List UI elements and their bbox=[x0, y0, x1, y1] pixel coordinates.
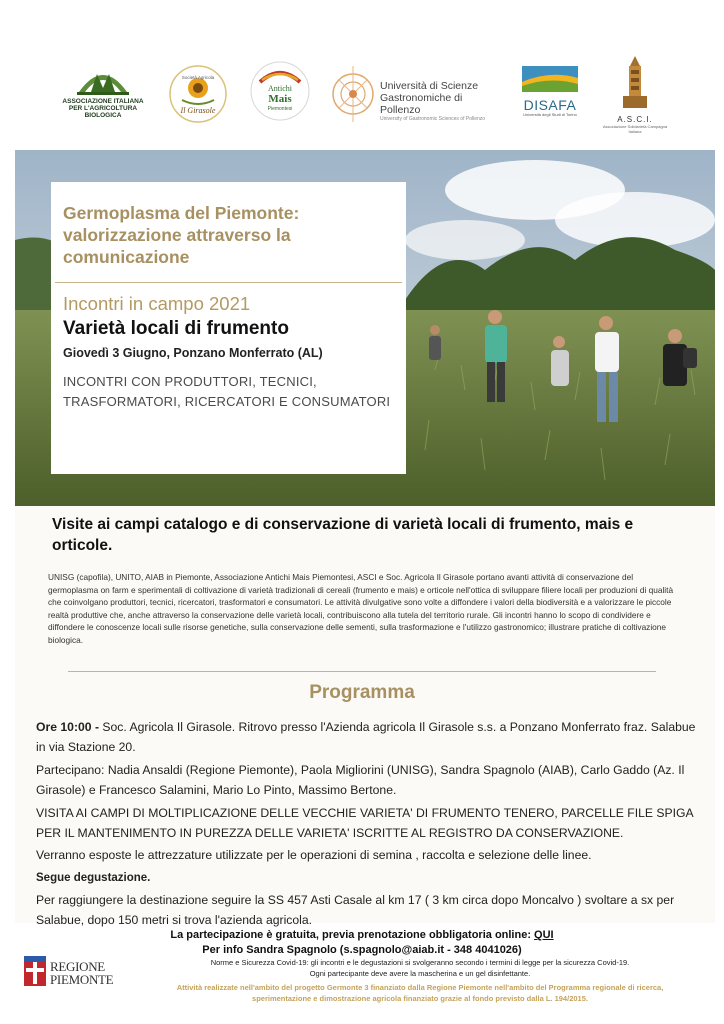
svg-text:Mais: Mais bbox=[268, 93, 292, 105]
regione-piemonte-logo bbox=[24, 956, 124, 990]
funding-line-1: Attività realizzate nell'ambito del progetto Germonte 3 finanziato dalla Regione Piemonte nell'ambito del Programma regionale di ricerca, bbox=[176, 983, 664, 992]
contact-info: Per info Sandra Spagnolo (s.spagnolo@aiab.it - 348 4041026) bbox=[202, 944, 522, 956]
funding-notice bbox=[120, 983, 720, 1004]
disafa-name: DISAFA bbox=[523, 97, 577, 113]
schedule-time: Ore 10:00 - bbox=[36, 720, 100, 734]
aiab-emblem-icon bbox=[75, 62, 131, 96]
participation-line bbox=[0, 928, 724, 943]
svg-text:Il Girasole: Il Girasole bbox=[180, 106, 216, 115]
covid-line-2: Ogni partecipante deve avere la mascherina e un gel disinfettante. bbox=[309, 968, 531, 978]
disafa-fields-icon bbox=[522, 66, 578, 92]
directions-paragraph: Per raggiungere la destinazione seguire la SS 457 Asti Casale al km 17 ( 3 km circa dopo Moncalvo ) svoltare a sx per Salabue, dopo 150 metri si trova l'azienda agricola. bbox=[36, 893, 675, 927]
title-divider bbox=[55, 282, 402, 283]
program-schedule bbox=[36, 717, 702, 757]
programma-heading: Programma bbox=[309, 682, 415, 703]
svg-text:Antichi: Antichi bbox=[268, 84, 292, 93]
visit-description: VISITA AI CAMPI DI MOLTIPLICAZIONE DELLE VECCHIE VARIETA' DI FRUMENTO TENERO, PARCELLE FILE SPIGA PER IL MANTENIMENTO IN PUREZZA DELLE VARIETA' ISCRITTE AL REGISTRO DA CONSERVAZIONE. bbox=[36, 806, 693, 840]
asci-name: A.S.C.I. bbox=[617, 115, 653, 124]
unisg-name-line2: Gastronomiche di Pollenzo bbox=[380, 92, 463, 116]
project-title: Germoplasma del Piemonte: valorizzazione attraverso la comunicazione bbox=[63, 203, 300, 267]
covid-notice bbox=[120, 958, 720, 979]
unisg-subtitle: University of Gastronomic Sciences of Pollenzo bbox=[380, 116, 486, 122]
registration-info bbox=[0, 928, 724, 958]
disafa-subtitle: Università degli Studi di Torino bbox=[523, 112, 577, 117]
event-audience: INCONTRI CON PRODUTTORI, TECNICI, TRASFORMATORI, RICERCATORI E CONSUMATORI bbox=[63, 374, 391, 409]
aiab-caption: ASSOCIAZIONE ITALIANA PER L'AGRICOLTURA BIOLOGICA bbox=[62, 98, 144, 119]
unisg-name bbox=[380, 80, 490, 122]
registration-link[interactable]: QUI bbox=[534, 929, 554, 941]
partner-logos-bar bbox=[0, 50, 724, 140]
asci-tower-icon bbox=[618, 54, 652, 110]
funding-line-2: sperimentazione e dimostrazione agricola finanziato grazie al fondo previsto dalla L. 194/2015. bbox=[252, 993, 588, 1003]
participants-paragraph: Partecipano: Nadia Ansaldi (Regione Piemonte), Paola Migliorini (UNISG), Sandra Spagnolo (AIAB), Carlo Gaddo (Az. Il Girasole) e Francesco Salamini, Mario Lo Pinto, Massimo Bertone. bbox=[36, 763, 685, 797]
girasole-logo bbox=[168, 64, 228, 129]
antichi-mais-logo bbox=[250, 60, 310, 127]
disafa-logo bbox=[520, 66, 580, 117]
equipment-note: Verranno esposte le attrezzature utilizzate per le operazioni di semina , raccolta e selezione delle linee. bbox=[36, 848, 592, 862]
visit-headline: Visite ai campi catalogo e di conservazione di varietà locali di frumento, mais e orticole. bbox=[52, 516, 634, 554]
asci-logo bbox=[600, 54, 670, 134]
regione-shield-icon bbox=[24, 956, 46, 986]
schedule-text: Soc. Agricola Il Girasole. Ritrovo presso l'Azienda agricola Il Girasole s.s. a Ponzano Monferrato fraz. Salabue in via Stazione 20. bbox=[36, 720, 696, 754]
series-name: Incontri in campo 2021 bbox=[63, 293, 251, 314]
svg-text:Società Agricola: Società Agricola bbox=[181, 75, 215, 80]
event-info-card bbox=[51, 182, 406, 474]
event-title: Varietà locali di frumento bbox=[63, 318, 289, 339]
asci-subtitle: Associazione Solidarietà Campagna Italiana bbox=[602, 124, 668, 134]
section-divider bbox=[68, 671, 656, 672]
corn-emblem-icon bbox=[250, 60, 310, 122]
participation-text: La partecipazione è gratuita, previa prenotazione obbligatoria online: bbox=[170, 929, 535, 941]
aiab-logo bbox=[58, 62, 148, 119]
tasting-note: Segue degustazione. bbox=[36, 872, 151, 884]
unisg-logo bbox=[330, 58, 490, 135]
sunflower-icon bbox=[168, 64, 228, 124]
regione-name bbox=[50, 960, 113, 986]
covid-line-1: Norme e Sicurezza Covid-19: gli incontri e le degustazioni si svolgeranno secondo i termini di legge per la sicurezza Covid-19. bbox=[210, 958, 630, 967]
unisg-seal-icon bbox=[330, 58, 376, 130]
regione-name-line1: REGIONE bbox=[50, 959, 105, 974]
intro-paragraph: UNISG (capofila), UNITO, AIAB in Piemonte, Associazione Antichi Mais Piemontesi, ASCI e Soc. Agricola Il Girasole portano avanti attività di conservazione del germoplasma on farm e sperimentali di coltivazione di varietà tradizionali di cereali (frumento e mais) e orticole nell'ottica di sviluppare filiere locali per produzioni di qualità che coinvolgano produttori, tecnici, ricercatori, trasformatori e consumatori. Le attività divulgative sono volte a diffondere i valori della biodiversità e a valorizzare le piccole realtà produttive che, anche attraverso la conservazione delle varietà locali, contribuiscono alla tutela del territorio rurale. Gli incontri hanno lo scopo di condividere e diffondere le conoscenze locali sulle risorse genetiche, sulla conservazione delle sementi, sulla trasformazione e l'utilizzo gastronomico; illustrare pratiche di coltivazione biologica. bbox=[48, 572, 674, 645]
svg-text:Piemontesi: Piemontesi bbox=[267, 106, 293, 112]
unisg-name-line1: Università di Scienze bbox=[380, 80, 479, 92]
regione-name-line2: PIEMONTE bbox=[50, 972, 114, 987]
event-date-location: Giovedì 3 Giugno, Ponzano Monferrato (AL) bbox=[63, 346, 323, 360]
